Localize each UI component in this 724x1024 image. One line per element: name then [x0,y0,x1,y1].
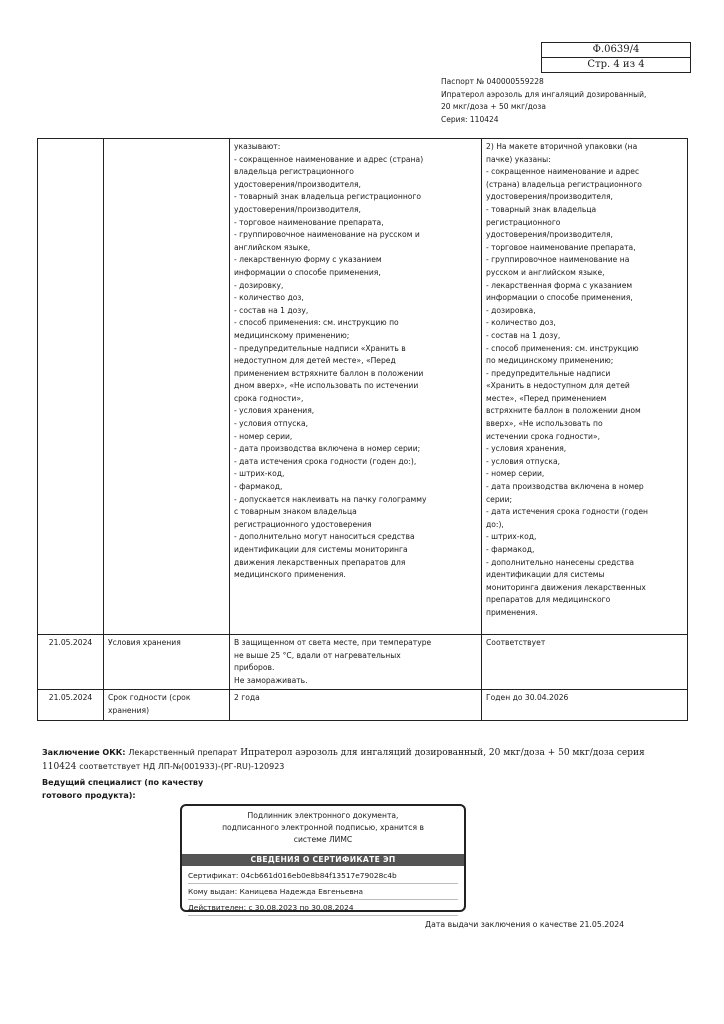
cell-line: идентификации для системы [486,570,605,580]
results-table [37,138,688,721]
cell-line: информации о способе применения, [234,267,381,277]
conclusion-text-serif: Ипратерол аэрозоль для ингаляций дозированный, 20 мкг/доза + 50 мкг/доза серия [240,748,645,758]
cell-line: - условия отпуска, [234,419,309,429]
cell-line: удостоверения/производителя, [234,179,361,189]
cell-line: не выше 25 °C, вдали от нагревательных [234,650,401,660]
table-row [38,139,688,635]
row3-date: 21.05.2024 [38,690,104,720]
cell-line: - условия хранения, [486,444,567,454]
cell-line: - количество доз, [234,293,304,303]
cell-line: 2 года [234,693,260,703]
cell-line: с товарным знаком владельца [234,507,357,517]
table-row [38,690,688,720]
cell-line: - номер серии, [234,431,293,441]
cell-line: Срок годности (срок [108,693,191,703]
cell-line: - дозировку, [234,280,284,290]
cell-line: встряхните баллон в положении дном [486,406,641,416]
cell-line: медицинскому применению; [234,330,350,340]
cell-line: - количество доз, [486,318,556,328]
cell-line: движения лекарственных препаратов для [234,557,406,567]
cell-line: - допускается наклеивать на пачку голограмму [234,494,427,504]
row2-name: Условия хранения [104,635,230,690]
cell-line: применением встряхните баллон в положении [234,368,424,378]
row1-name [104,139,230,635]
form-code-box [541,42,691,73]
stamp-line2: подписанного электронной подписью, хранится в [222,823,424,832]
specialist-line2: готового продукта): [42,791,136,800]
cell-line: русском и английском языке, [486,267,605,277]
row3-requirement [230,690,482,720]
cell-line: информации о способе применения, [486,293,633,303]
cell-line: - торговое наименование препарата, [486,242,636,252]
cell-line: Годен до 30.04.2026 [486,693,569,703]
stamp-line3: системе ЛИМС [293,835,353,844]
stamp-issued-to: Кому выдан: Каницева Надежда Евгеньевна [188,884,458,900]
row2-result [482,635,688,690]
cell-line: - дата истечения срока годности (годен [486,507,649,517]
stamp-certificate: Сертификат: 04cb661d016eb0e8b84f13517e79028c4b [188,868,458,884]
cell-line: - способ применения: см. инструкцию [486,343,639,353]
cell-line: - дозировка, [486,305,536,315]
cell-line: - штрих-код, [486,532,537,542]
cell-line: применения. [486,607,538,617]
cell-line: недоступном для детей месте», «Перед [234,356,396,366]
cell-line: по медицинскому применению; [486,356,614,366]
cell-line: вверх», «Не использовать по [486,419,603,429]
specialist-label [42,776,203,802]
cell-line: - штрих-код, [234,469,285,479]
row1-date [38,139,104,635]
cell-line: - способ применения: см. инструкцию по [234,318,399,328]
cell-line: - условия хранения, [234,406,315,416]
table-row [38,635,688,690]
conclusion [42,746,702,774]
passport-number: Паспорт № 040000559228 [441,77,544,86]
cell-line: владельца регистрационного [234,167,354,177]
cell-line: удостоверения/производителя, [234,204,361,214]
cell-line: идентификации для системы мониторинга [234,545,408,554]
passport-header [441,76,646,126]
cell-line: месте», «Перед применением [486,393,607,403]
cell-line: дном вверх», «Не использовать по истечении [234,381,419,391]
cell-line: - условия отпуска, [486,456,561,466]
electronic-signature-stamp [180,804,466,912]
row1-requirement [230,139,482,635]
cell-line: - дата истечения срока годности (годен до:), [234,456,417,466]
row2-requirement [230,635,482,690]
cell-line: хранения) [108,705,150,715]
conclusion-compliance: соответствует НД ЛП-№(001933)-(РГ-RU)-120923 [79,762,285,771]
cell-line: - номер серии, [486,469,545,479]
cell-line: - состав на 1 дозу, [486,330,561,340]
cell-line: указывают: [234,142,281,151]
cell-line: - группировочное наименование на русском и [234,230,420,240]
cell-line: удостоверения/производителя, [486,192,613,202]
cell-line: - предупредительные надписи [486,368,611,378]
stamp-line1: Подлинник электронного документа, [247,811,399,820]
cell-line: - сокращенное наименование и адрес [486,167,640,177]
cell-line: истечении срока годности», [486,431,600,441]
stamp-valid: Действителен: с 30.08.2023 по 30.08.2024 [188,900,458,916]
row1-result [482,139,688,635]
cell-line: Соответствует [486,638,546,647]
cell-line: - товарный знак владельца регистрационного [234,192,422,202]
cell-line: - фармакод, [234,482,283,492]
passport-product-line2: 20 мкг/доза + 50 мкг/доза [441,102,546,111]
cell-line: - группировочное наименование на [486,255,630,265]
stamp-details [182,866,464,916]
cell-line: 2) На макете вторичной упаковки (на [486,142,638,151]
cell-line: мониторинга движения лекарственных [486,582,646,592]
cell-line: удостоверения/производителя, [486,230,613,240]
cell-line: (страна) владельца регистрационного [486,179,642,189]
cell-line: - лекарственную форму с указанием [234,255,382,265]
cell-line: «Хранить в недоступном для детей [486,381,630,391]
cell-line: до:), [486,519,504,529]
row3-result [482,690,688,720]
stamp-header: СВЕДЕНИЯ О СЕРТИФИКАТЕ ЭП [182,854,464,866]
cell-line: срока годности», [234,393,304,403]
cell-line: регистрационного [486,217,561,227]
cell-line: регистрационного удостоверения [234,519,372,529]
form-code: Ф.0639/4 [592,44,640,55]
cell-line: - состав на 1 дозу, [234,305,309,315]
stamp-notice [182,806,464,854]
cell-line: - торговое наименование препарата, [234,217,384,227]
cell-line: - фармакод, [486,545,535,554]
cell-line: В защищенном от света месте, при температуре [234,638,432,647]
row3-name [104,690,230,720]
cell-line: - дата производства включена в номер серии; [234,444,421,454]
specialist-line1: Ведущий специалист (по качеству [42,778,204,787]
conclusion-text-sans: Лекарственный препарат [128,748,238,757]
row2-date: 21.05.2024 [38,635,104,690]
cell-line: серии; [486,494,513,504]
passport-product-line1: Ипратерол аэрозоль для ингаляций дозированный, [441,89,647,99]
issue-date: Дата выдачи заключения о качестве 21.05.2024 [425,920,625,929]
cell-line: препаратов для медицинского [486,595,611,605]
cell-line: медицинского применения. [234,570,346,580]
cell-line: - предупредительные надписи «Хранить в [234,343,406,353]
cell-line: - сокращенное наименование и адрес (страна) [234,154,424,164]
conclusion-label: Заключение ОКК: [42,748,126,757]
cell-line: английском языке, [234,242,311,252]
cell-line: - дата производства включена в номер [486,482,644,492]
cell-line: - лекарственная форма с указанием [486,280,633,290]
cell-line: - дополнительно могут наноситься средства [234,532,415,542]
cell-line: пачке) указаны: [486,154,551,164]
cell-line: - товарный знак владельца [486,204,597,214]
passport-series: Серия: 110424 [441,114,499,124]
cell-line: приборов. [234,663,275,673]
conclusion-series: 110424 [42,762,77,772]
cell-line: Не замораживать. [234,675,308,685]
cell-line: - дополнительно нанесены средства [486,557,634,567]
page-number: Стр. 4 из 4 [542,57,690,72]
